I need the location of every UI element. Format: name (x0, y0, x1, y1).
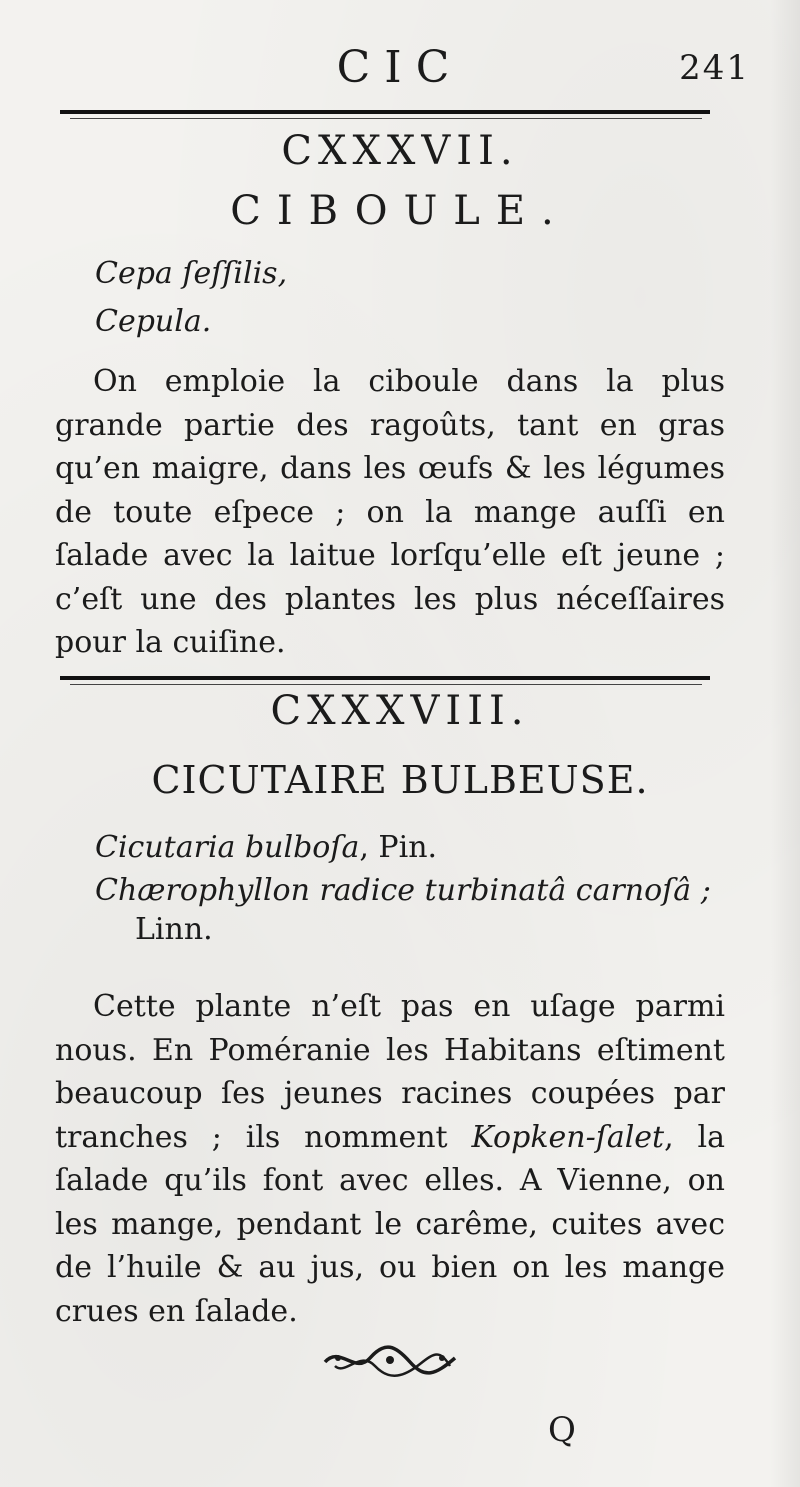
tailpiece-ornament-icon (320, 1340, 460, 1380)
body-text-part: Cette plante n’eſt pas en uſage parmi nous. En Poméranie les Habitans eſtiment beaucoup ſes jeunes racines coupées par tranches ; ils nomment (55, 989, 725, 1155)
page-header (60, 30, 750, 110)
body-text-italic: Kopken-ſalet (471, 1119, 665, 1155)
section-body: On emploie la ciboule dans la plus grande partie des ragoûts, tant en gras qu’en maigre, dans les œufs & les légumes de toute eſpece ; on la mange auſſi en ſalade avec la laitue lorſqu’elle eſt jeune ; c’eſt une des plantes les plus néceſſaires pour la cuiſine. (55, 364, 725, 660)
section-title: CICUTAIRE BULBEUSE. (151, 758, 649, 802)
section-body (55, 985, 725, 1333)
latin-author: , Pin. (359, 830, 438, 865)
page-edge-shadow (770, 0, 800, 1487)
section-number: CXXXVIII. (270, 688, 530, 734)
body-text-part: , la ſalade qu’ils font avec elles. A Vienne, on les mange, pendant le carême, cuites avec de l’huile & au jus, ou bien on les mange crues en ſalade. (55, 1119, 725, 1329)
latin-name: Cepula. (95, 304, 212, 339)
catchword: Q (548, 1410, 576, 1450)
latin-name: Cepa ſeſſilis, (95, 256, 288, 291)
header-rule (60, 110, 710, 114)
latin-name: Chærophyllon radice turbinatâ carnoſâ ; (95, 873, 711, 908)
section-title: CIBOULE. (230, 188, 570, 234)
section-number: CXXXVII. (281, 128, 519, 174)
latin-author: Linn. (135, 912, 213, 947)
section-rule-thin (70, 684, 702, 685)
latin-name-line (95, 830, 437, 865)
latin-name: Cicutaria bulboſa (95, 830, 360, 865)
header-rule-thin (70, 118, 702, 119)
section-rule (60, 676, 710, 680)
running-head: CIC (336, 42, 464, 93)
page-number: 241 (679, 48, 750, 88)
